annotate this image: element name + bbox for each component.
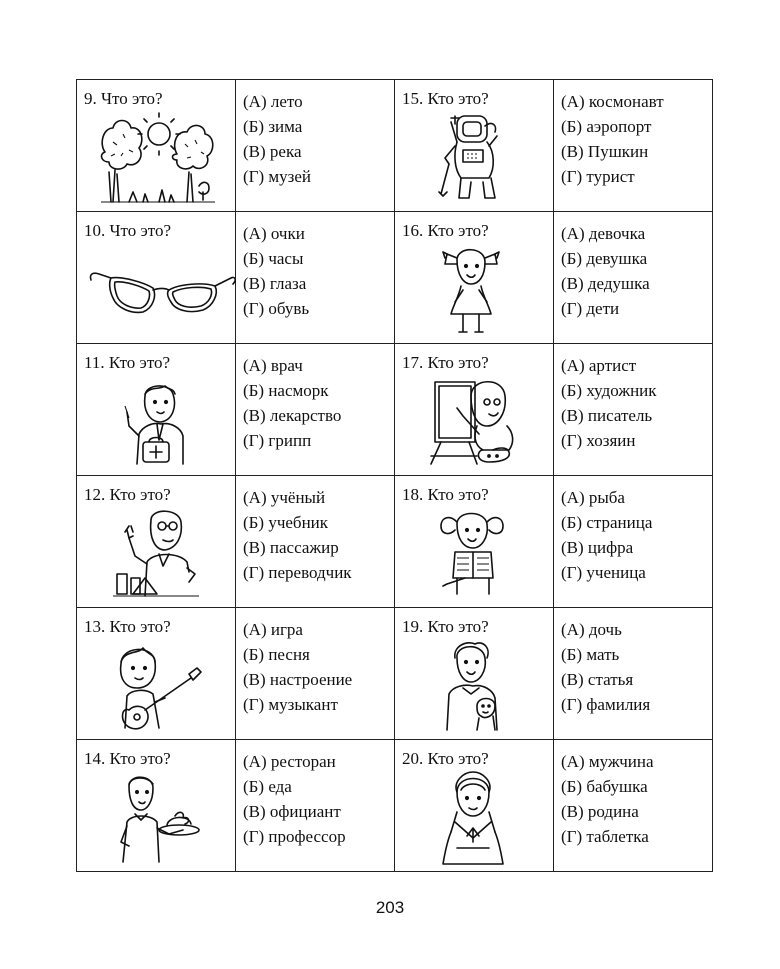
answer-option[interactable]: (В) официант — [243, 802, 341, 821]
question-prompt — [84, 353, 170, 373]
question-text: Что это? — [109, 221, 172, 240]
mother-child-illustration — [417, 640, 535, 734]
question-number: 15. — [402, 89, 424, 108]
answer-option[interactable]: (А) врач — [243, 356, 303, 375]
question-cell — [395, 344, 554, 476]
question-number: 20. — [402, 749, 424, 768]
answer-option[interactable]: (Г) ученица — [561, 563, 646, 582]
question-number: 10. — [84, 221, 106, 240]
question-number: 18. — [402, 485, 424, 504]
question-prompt — [402, 353, 489, 373]
guitarist-illustration — [99, 640, 217, 734]
answer-option[interactable]: (Б) художник — [561, 381, 657, 400]
question-prompt — [84, 617, 171, 637]
question-text: Кто это? — [427, 617, 489, 636]
question-prompt — [402, 485, 489, 505]
trees-sun-illustration — [99, 112, 217, 206]
answer-option[interactable]: (Г) профессор — [243, 827, 346, 846]
answer-option[interactable]: (В) Пушкин — [561, 142, 649, 161]
question-cell — [77, 80, 236, 212]
question-cell — [77, 608, 236, 740]
answer-option[interactable]: (А) девочка — [561, 224, 646, 243]
answer-option[interactable]: (А) космонавт — [561, 92, 664, 111]
question-cell — [77, 740, 236, 872]
table-row — [77, 80, 713, 212]
question-text: Кто это? — [109, 485, 171, 504]
answer-option[interactable]: (Б) песня — [243, 645, 310, 664]
answer-option[interactable]: (Б) бабушка — [561, 777, 648, 796]
question-prompt — [402, 749, 489, 769]
question-cell — [77, 212, 236, 344]
question-number: 13. — [84, 617, 106, 636]
answer-option[interactable]: (Г) турист — [561, 167, 635, 186]
question-cell — [395, 476, 554, 608]
question-text: Что это? — [101, 89, 163, 108]
answer-options — [236, 740, 395, 872]
astronaut-illustration — [417, 112, 535, 206]
answer-option[interactable]: (Б) аэропорт — [561, 117, 652, 136]
answer-option[interactable]: (В) цифра — [561, 538, 634, 557]
table-row — [77, 344, 713, 476]
answer-option[interactable]: (Г) обувь — [243, 299, 310, 318]
answer-option[interactable]: (В) река — [243, 142, 302, 161]
answer-option[interactable]: (А) рыба — [561, 488, 625, 507]
answer-options — [236, 476, 395, 608]
answer-options — [236, 80, 395, 212]
answer-option[interactable]: (В) родина — [561, 802, 639, 821]
question-text: Кто это? — [109, 749, 171, 768]
answer-option[interactable]: (В) пассажир — [243, 538, 339, 557]
answer-options — [554, 212, 713, 344]
question-cell — [77, 476, 236, 608]
grandmother-illustration — [417, 772, 535, 866]
question-prompt — [84, 89, 163, 109]
schoolgirl-illustration — [417, 508, 535, 602]
question-cell — [395, 608, 554, 740]
answer-options — [236, 608, 395, 740]
question-cell — [395, 212, 554, 344]
question-prompt — [84, 221, 171, 241]
question-prompt — [402, 221, 489, 241]
answer-option[interactable]: (Г) таблетка — [561, 827, 649, 846]
answer-option[interactable]: (В) статья — [561, 670, 634, 689]
question-text: Кто это? — [427, 749, 489, 768]
answer-option[interactable]: (Г) переводчик — [243, 563, 352, 582]
table-row — [77, 740, 713, 872]
question-cell — [77, 344, 236, 476]
question-number: 11. — [84, 353, 105, 372]
table-row — [77, 476, 713, 608]
question-text: Кто это? — [427, 485, 489, 504]
answer-option[interactable]: (Б) еда — [243, 777, 292, 796]
table-row — [77, 212, 713, 344]
answer-option[interactable]: (А) мужчина — [561, 752, 654, 771]
question-prompt — [84, 485, 171, 505]
waiter-illustration — [99, 772, 217, 866]
answer-option[interactable]: (А) дочь — [561, 620, 622, 639]
answer-option[interactable]: (В) дедушка — [561, 274, 650, 293]
question-number: 19. — [402, 617, 424, 636]
answer-option[interactable]: (А) учёный — [243, 488, 326, 507]
answer-option[interactable]: (Б) часы — [243, 249, 304, 268]
answer-option[interactable]: (А) ресторан — [243, 752, 336, 771]
answer-options — [554, 344, 713, 476]
answer-option[interactable]: (А) игра — [243, 620, 303, 639]
page-number: 203 — [375, 898, 405, 917]
answer-option[interactable]: (Б) зима — [243, 117, 303, 136]
answer-option[interactable]: (Г) фамилия — [561, 695, 651, 714]
question-number: 16. — [402, 221, 424, 240]
answer-options — [554, 608, 713, 740]
question-text: Кто это? — [109, 617, 171, 636]
answer-option[interactable]: (Г) хозяин — [561, 431, 636, 450]
answer-option[interactable]: (Б) учебник — [243, 513, 329, 532]
question-prompt — [84, 749, 171, 769]
question-text: Кто это? — [427, 221, 489, 240]
answer-option[interactable]: (Г) грипп — [243, 431, 312, 450]
answer-option[interactable]: (В) писатель — [561, 406, 653, 425]
answer-option[interactable]: (В) глаза — [243, 274, 307, 293]
question-prompt — [402, 89, 489, 109]
answer-options — [236, 344, 395, 476]
answer-option[interactable]: (Г) музей — [243, 167, 312, 186]
answer-option[interactable]: (Г) музыкант — [243, 695, 338, 714]
answer-option[interactable]: (Б) страница — [561, 513, 653, 532]
answer-options — [554, 80, 713, 212]
quiz-table — [76, 79, 713, 872]
question-number: 9. — [84, 89, 97, 108]
painter-illustration — [417, 376, 535, 470]
question-text: Кто это? — [427, 353, 489, 372]
question-number: 14. — [84, 749, 106, 768]
scientist-illustration — [99, 508, 217, 602]
answer-option[interactable]: (Г) дети — [561, 299, 620, 318]
doctor-illustration — [99, 376, 217, 470]
answer-option[interactable]: (Б) мать — [561, 645, 620, 664]
question-text: Кто это? — [427, 89, 489, 108]
question-prompt — [402, 617, 489, 637]
answer-option[interactable]: (А) очки — [243, 224, 305, 243]
answer-options — [554, 740, 713, 872]
answer-option[interactable]: (А) лето — [243, 92, 303, 111]
answer-option[interactable]: (Б) девушка — [561, 249, 648, 268]
answer-option[interactable]: (А) артист — [561, 356, 637, 375]
answer-options — [236, 212, 395, 344]
question-text: Кто это? — [108, 353, 171, 372]
question-cell — [395, 740, 554, 872]
answer-option[interactable]: (В) настроение — [243, 670, 353, 689]
girl-illustration — [417, 244, 535, 338]
answer-option[interactable]: (В) лекарство — [243, 406, 342, 425]
answer-option[interactable]: (Б) насморк — [243, 381, 329, 400]
table-row — [77, 608, 713, 740]
question-number: 12. — [84, 485, 106, 504]
glasses-illustration — [99, 244, 217, 338]
answer-options — [554, 476, 713, 608]
question-cell — [395, 80, 554, 212]
question-number: 17. — [402, 353, 424, 372]
